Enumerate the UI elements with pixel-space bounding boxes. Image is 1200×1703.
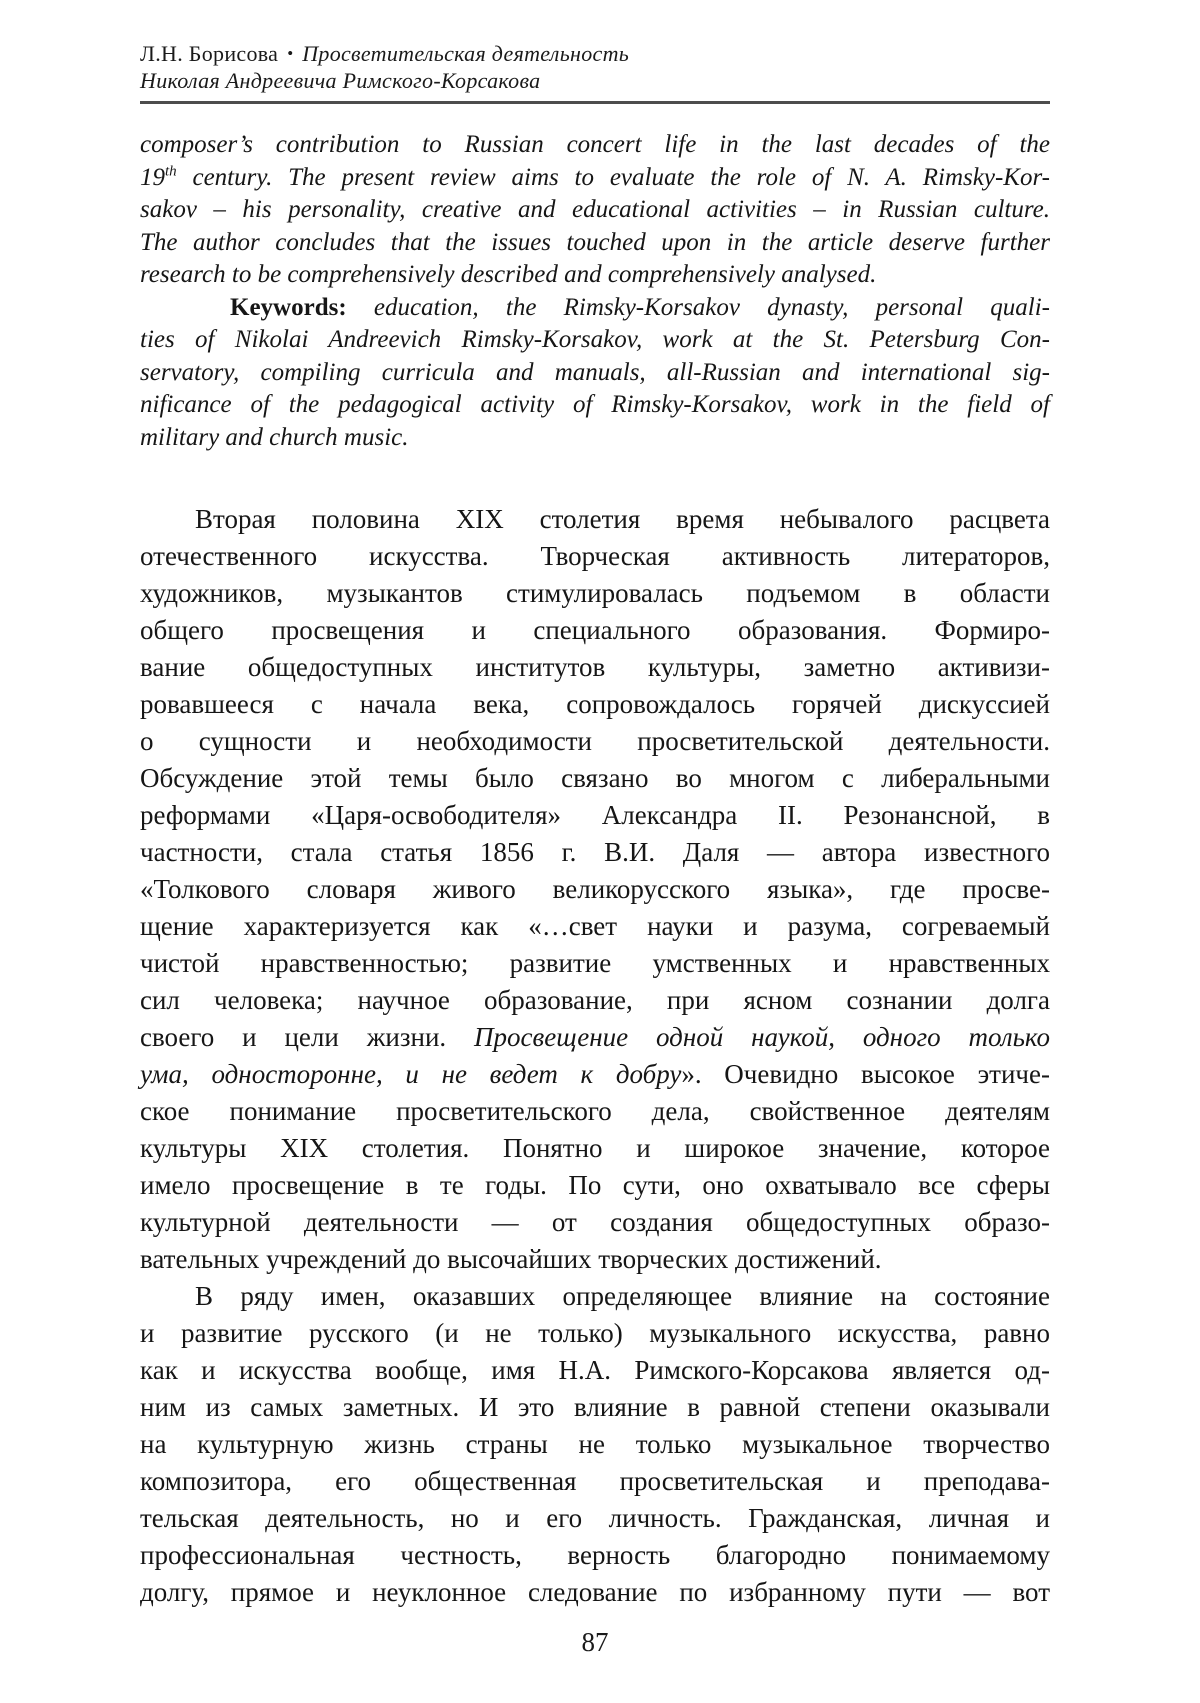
text-line [140, 1056, 1050, 1093]
text-line [140, 945, 1050, 982]
text-segment: military and church music. [140, 423, 409, 451]
text-line [140, 259, 1050, 292]
text-line [140, 1537, 1050, 1574]
text-line [140, 1463, 1050, 1500]
abstract-paragraph [140, 129, 1050, 292]
text-segment: The author concludes that the issues touched upon in the article deserve further [140, 228, 1050, 256]
text-line [140, 1574, 1050, 1611]
text-line [140, 422, 1050, 455]
text-line [140, 649, 1050, 686]
text-line [140, 612, 1050, 649]
header-article-title-line2: Николая Андреевича Римского-Корсакова [140, 68, 541, 93]
text-segment: вание общедоступных институтов культуры, заметно активизи- [140, 652, 1050, 682]
body-paragraph-2 [140, 1278, 1050, 1611]
bullet-separator-icon: • [287, 44, 294, 63]
text-segment: щение характеризуется как «…свет науки и разума, согреваемый [140, 911, 1050, 941]
running-header-line1 [140, 40, 1050, 67]
text-line [140, 357, 1050, 390]
text-segment: долгу, прямое и неуклонное следование по избранному пути — вот [140, 1577, 1050, 1607]
text-segment: о сущности и необходимости просветительской деятельности. [140, 726, 1050, 756]
text-line [140, 1389, 1050, 1426]
text-segment-i: ума, односторонне, и не ведет к добру [140, 1059, 682, 1089]
text-segment: servatory, compiling curricula and manuals, all-Russian and international sig- [140, 358, 1050, 386]
text-line [140, 1093, 1050, 1130]
page-number: 87 [581, 1627, 609, 1657]
text-line [140, 686, 1050, 723]
text-line [140, 1167, 1050, 1204]
text-line [140, 1426, 1050, 1463]
text-line [140, 797, 1050, 834]
text-segment: ское понимание просветительского дела, свойственное деятелям [140, 1096, 1050, 1126]
text-segment: ним из самых заметных. И это влияние в равной степени оказывали [140, 1392, 1050, 1422]
text-line [140, 982, 1050, 1019]
text-segment: 19 [140, 163, 165, 191]
text-segment: sakov – his personality, creative and educational activities – in Russian culture. [140, 196, 1050, 223]
header-author: Л.Н. Борисова [140, 41, 279, 66]
text-segment: В ряду имен, оказавших определяющее влияние на состояние [195, 1281, 1050, 1311]
text-segment: ties of Nikolai Andreevich Rimsky-Korsakov, work at the St. Petersburg Con- [140, 326, 1050, 353]
text-segment: research to be comprehensively described and comprehensively analysed. [140, 261, 877, 288]
text-line [140, 908, 1050, 945]
text-segment: отечественного искусства. Творческая активность литераторов, [140, 541, 1050, 571]
body-paragraph-1 [140, 501, 1050, 1278]
text-line [140, 538, 1050, 575]
text-segment: композитора, его общественная просветительская и преподава- [140, 1466, 1050, 1496]
text-segment: сил человека; научное образование, при ясном сознании долга [140, 985, 1050, 1015]
text-segment: education, the Rimsky-Korsakov dynasty, personal quali- [346, 293, 1050, 321]
text-line [140, 1241, 1050, 1278]
text-segment: nificance of the pedagogical activity of Rimsky-Korsakov, work in the field of [140, 391, 1050, 418]
text-segment-sup: th [165, 163, 177, 180]
text-segment: ». Очевидно высокое этиче- [681, 1059, 1050, 1089]
text-line [140, 194, 1050, 227]
text-segment: ровавшееся с начала века, сопровождалось горячей дискуссией [140, 689, 1050, 719]
text-segment: имело просвещение в те годы. По сути, оно охватывало все сферы [140, 1170, 1050, 1200]
text-line [140, 162, 1050, 195]
text-segment: «Толкового словаря живого великорусского языка», где просве- [140, 874, 1050, 904]
text-segment: на культурную жизнь страны не только музыкальное творчество [140, 1429, 1050, 1459]
text-segment: художников, музыкантов стимулировалась подъемом в области [140, 578, 1050, 608]
text-segment: и развитие русского (и не только) музыкального искусства, равно [140, 1318, 1050, 1348]
text-segment: профессиональная честность, верность благородно понимаемому [140, 1540, 1050, 1570]
text-line [140, 723, 1050, 760]
text-line [140, 1130, 1050, 1167]
text-line [140, 1352, 1050, 1389]
text-column [140, 0, 1050, 1658]
text-line [140, 871, 1050, 908]
text-segment-i: Просвещение одной наукой, одного только [474, 1022, 1050, 1052]
text-segment: composer’s contribution to Russian concert life in the last decades of the [140, 131, 1050, 158]
text-segment: общего просвещения и специального образования. Формиро- [140, 615, 1050, 645]
header-article-title: Просветительская деятельность [302, 41, 630, 66]
text-line [140, 501, 1050, 538]
text-line [140, 227, 1050, 260]
text-segment: чистой нравственностью; развитие умственных и нравственных [140, 948, 1050, 978]
text-line [140, 129, 1050, 162]
text-segment-bu: Keywords: [230, 293, 347, 321]
text-segment: century. The present review aims to evaluate the role of N. A. Rimsky-Kor- [176, 163, 1050, 191]
text-segment: Вторая половина XIX столетия время небывалого расцвета [195, 504, 1050, 534]
text-line [140, 292, 1050, 325]
text-line [140, 1204, 1050, 1241]
text-line [140, 834, 1050, 871]
text-line [140, 1278, 1050, 1315]
text-line [140, 389, 1050, 422]
text-line [140, 575, 1050, 612]
text-line [140, 1500, 1050, 1537]
text-line [140, 1315, 1050, 1352]
text-line [140, 324, 1050, 357]
running-header [140, 40, 1050, 94]
text-segment: вательных учреждений до высочайших творческих достижений. [140, 1244, 882, 1274]
text-segment: как и искусства вообще, имя Н.А. Римского-Корсакова является од- [140, 1355, 1050, 1385]
text-line [140, 760, 1050, 797]
keywords-paragraph [140, 292, 1050, 455]
text-segment: культурной деятельности — от создания общедоступных образо- [140, 1207, 1050, 1237]
text-segment: культуры XIX столетия. Понятно и широкое значение, которое [140, 1133, 1050, 1163]
text-segment: частности, стала статья 1856 г. В.И. Даля — автора известного [140, 837, 1050, 867]
text-segment: тельская деятельность, но и его личность. Гражданская, личная и [140, 1503, 1050, 1533]
text-segment: реформами «Царя-освободителя» Александра II. Резонансной, в [140, 800, 1050, 830]
header-divider [140, 101, 1050, 104]
text-segment: своего и цели жизни. [140, 1022, 475, 1052]
text-line [140, 1019, 1050, 1056]
text-segment: Обсуждение этой темы было связано во многом с либеральными [140, 763, 1050, 793]
